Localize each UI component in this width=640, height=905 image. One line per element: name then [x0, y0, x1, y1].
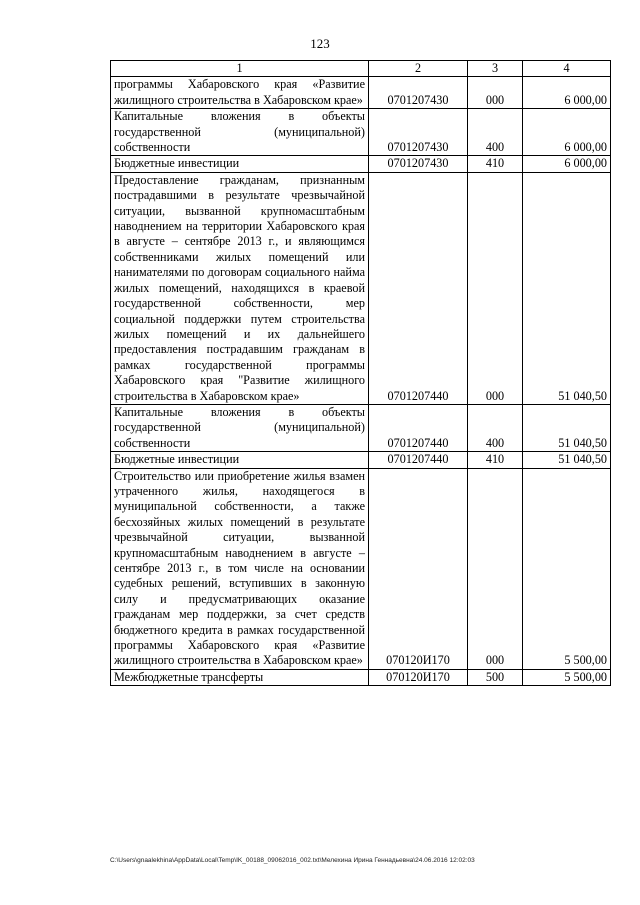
- table-row: [111, 77, 611, 109]
- table-row: [111, 156, 611, 172]
- page-number: 123: [310, 36, 330, 51]
- row-type: 410: [468, 452, 523, 468]
- row-code: 0701207430: [369, 109, 468, 156]
- row-type: 500: [468, 669, 523, 685]
- row-code: 0701207430: [369, 77, 468, 109]
- table-row: [111, 404, 611, 451]
- table-row: [111, 172, 611, 404]
- row-code: 070120И170: [369, 669, 468, 685]
- table-row: [111, 109, 611, 156]
- row-amount: 51 040,50: [523, 172, 611, 404]
- row-name: Строительство или приобретение жилья взамен утраченного жилья, находящегося в муниципальной собственности, а также бесхозяйных жилых помещений в результате чрезвычайной ситуации, вызванной крупномасштабным наводнением в августе – сентябре 2013 г., в том числе на основании судебных решений, вступивших в законную силу и предусматривающих оказание гражданам мер поддержки, за счет средств бюджетного кредита в рамках государственной программы Хабаровского края «Развитие жилищного строительства в Хабаровском крае»: [111, 468, 369, 669]
- row-type: 400: [468, 404, 523, 451]
- row-code: 0701207440: [369, 452, 468, 468]
- row-code: 0701207440: [369, 404, 468, 451]
- row-type: 400: [468, 109, 523, 156]
- row-amount: 5 500,00: [523, 468, 611, 669]
- table-row: [111, 669, 611, 685]
- column-header: 1: [111, 61, 369, 77]
- budget-table: [110, 60, 611, 686]
- row-code: 070120И170: [369, 468, 468, 669]
- column-header: 4: [523, 61, 611, 77]
- row-code: 0701207430: [369, 156, 468, 172]
- row-amount: 51 040,50: [523, 404, 611, 451]
- file-path-footer: C:\Users\gnaalekhina\AppData\Local\Temp\IK_00188_09062016_002.txt\Мелехина Ирина Геннадьевна\24.06.2016 12:02:03: [110, 857, 475, 864]
- column-header: 3: [468, 61, 523, 77]
- row-name: Межбюджетные трансферты: [111, 669, 369, 685]
- row-code: 0701207440: [369, 172, 468, 404]
- row-name: Капитальные вложения в объекты государственной (муниципальной) собственности: [111, 404, 369, 451]
- row-name: Капитальные вложения в объекты государственной (муниципальной) собственности: [111, 109, 369, 156]
- row-type: 410: [468, 156, 523, 172]
- table-row: [111, 468, 611, 669]
- row-amount: 6 000,00: [523, 156, 611, 172]
- row-amount: 6 000,00: [523, 77, 611, 109]
- row-type: 000: [468, 77, 523, 109]
- table-header-row: [111, 61, 611, 77]
- row-type: 000: [468, 468, 523, 669]
- row-amount: 6 000,00: [523, 109, 611, 156]
- row-name: Бюджетные инвестиции: [111, 156, 369, 172]
- row-name: программы Хабаровского края «Развитие жилищного строительства в Хабаровском крае»: [111, 77, 369, 109]
- row-name: Предоставление гражданам, признанным пострадавшими в результате чрезвычайной ситуации, вызванной крупномасштабным наводнением на территории Хабаровского края в августе – сентябре 2013 г., и являющимся собственниками жилых помещений или нанимателями по договорам социального найма жилых помещений, находящихся в краевой государственной собственности, мер социальной поддержки путем строительства жилых помещений и их дальнейшего предоставления пострадавшим гражданам в рамках государственной программы Хабаровского края "Развитие жилищного строительства в Хабаровском крае»: [111, 172, 369, 404]
- row-amount: 5 500,00: [523, 669, 611, 685]
- table-row: [111, 452, 611, 468]
- row-type: 000: [468, 172, 523, 404]
- row-amount: 51 040,50: [523, 452, 611, 468]
- row-name: Бюджетные инвестиции: [111, 452, 369, 468]
- column-header: 2: [369, 61, 468, 77]
